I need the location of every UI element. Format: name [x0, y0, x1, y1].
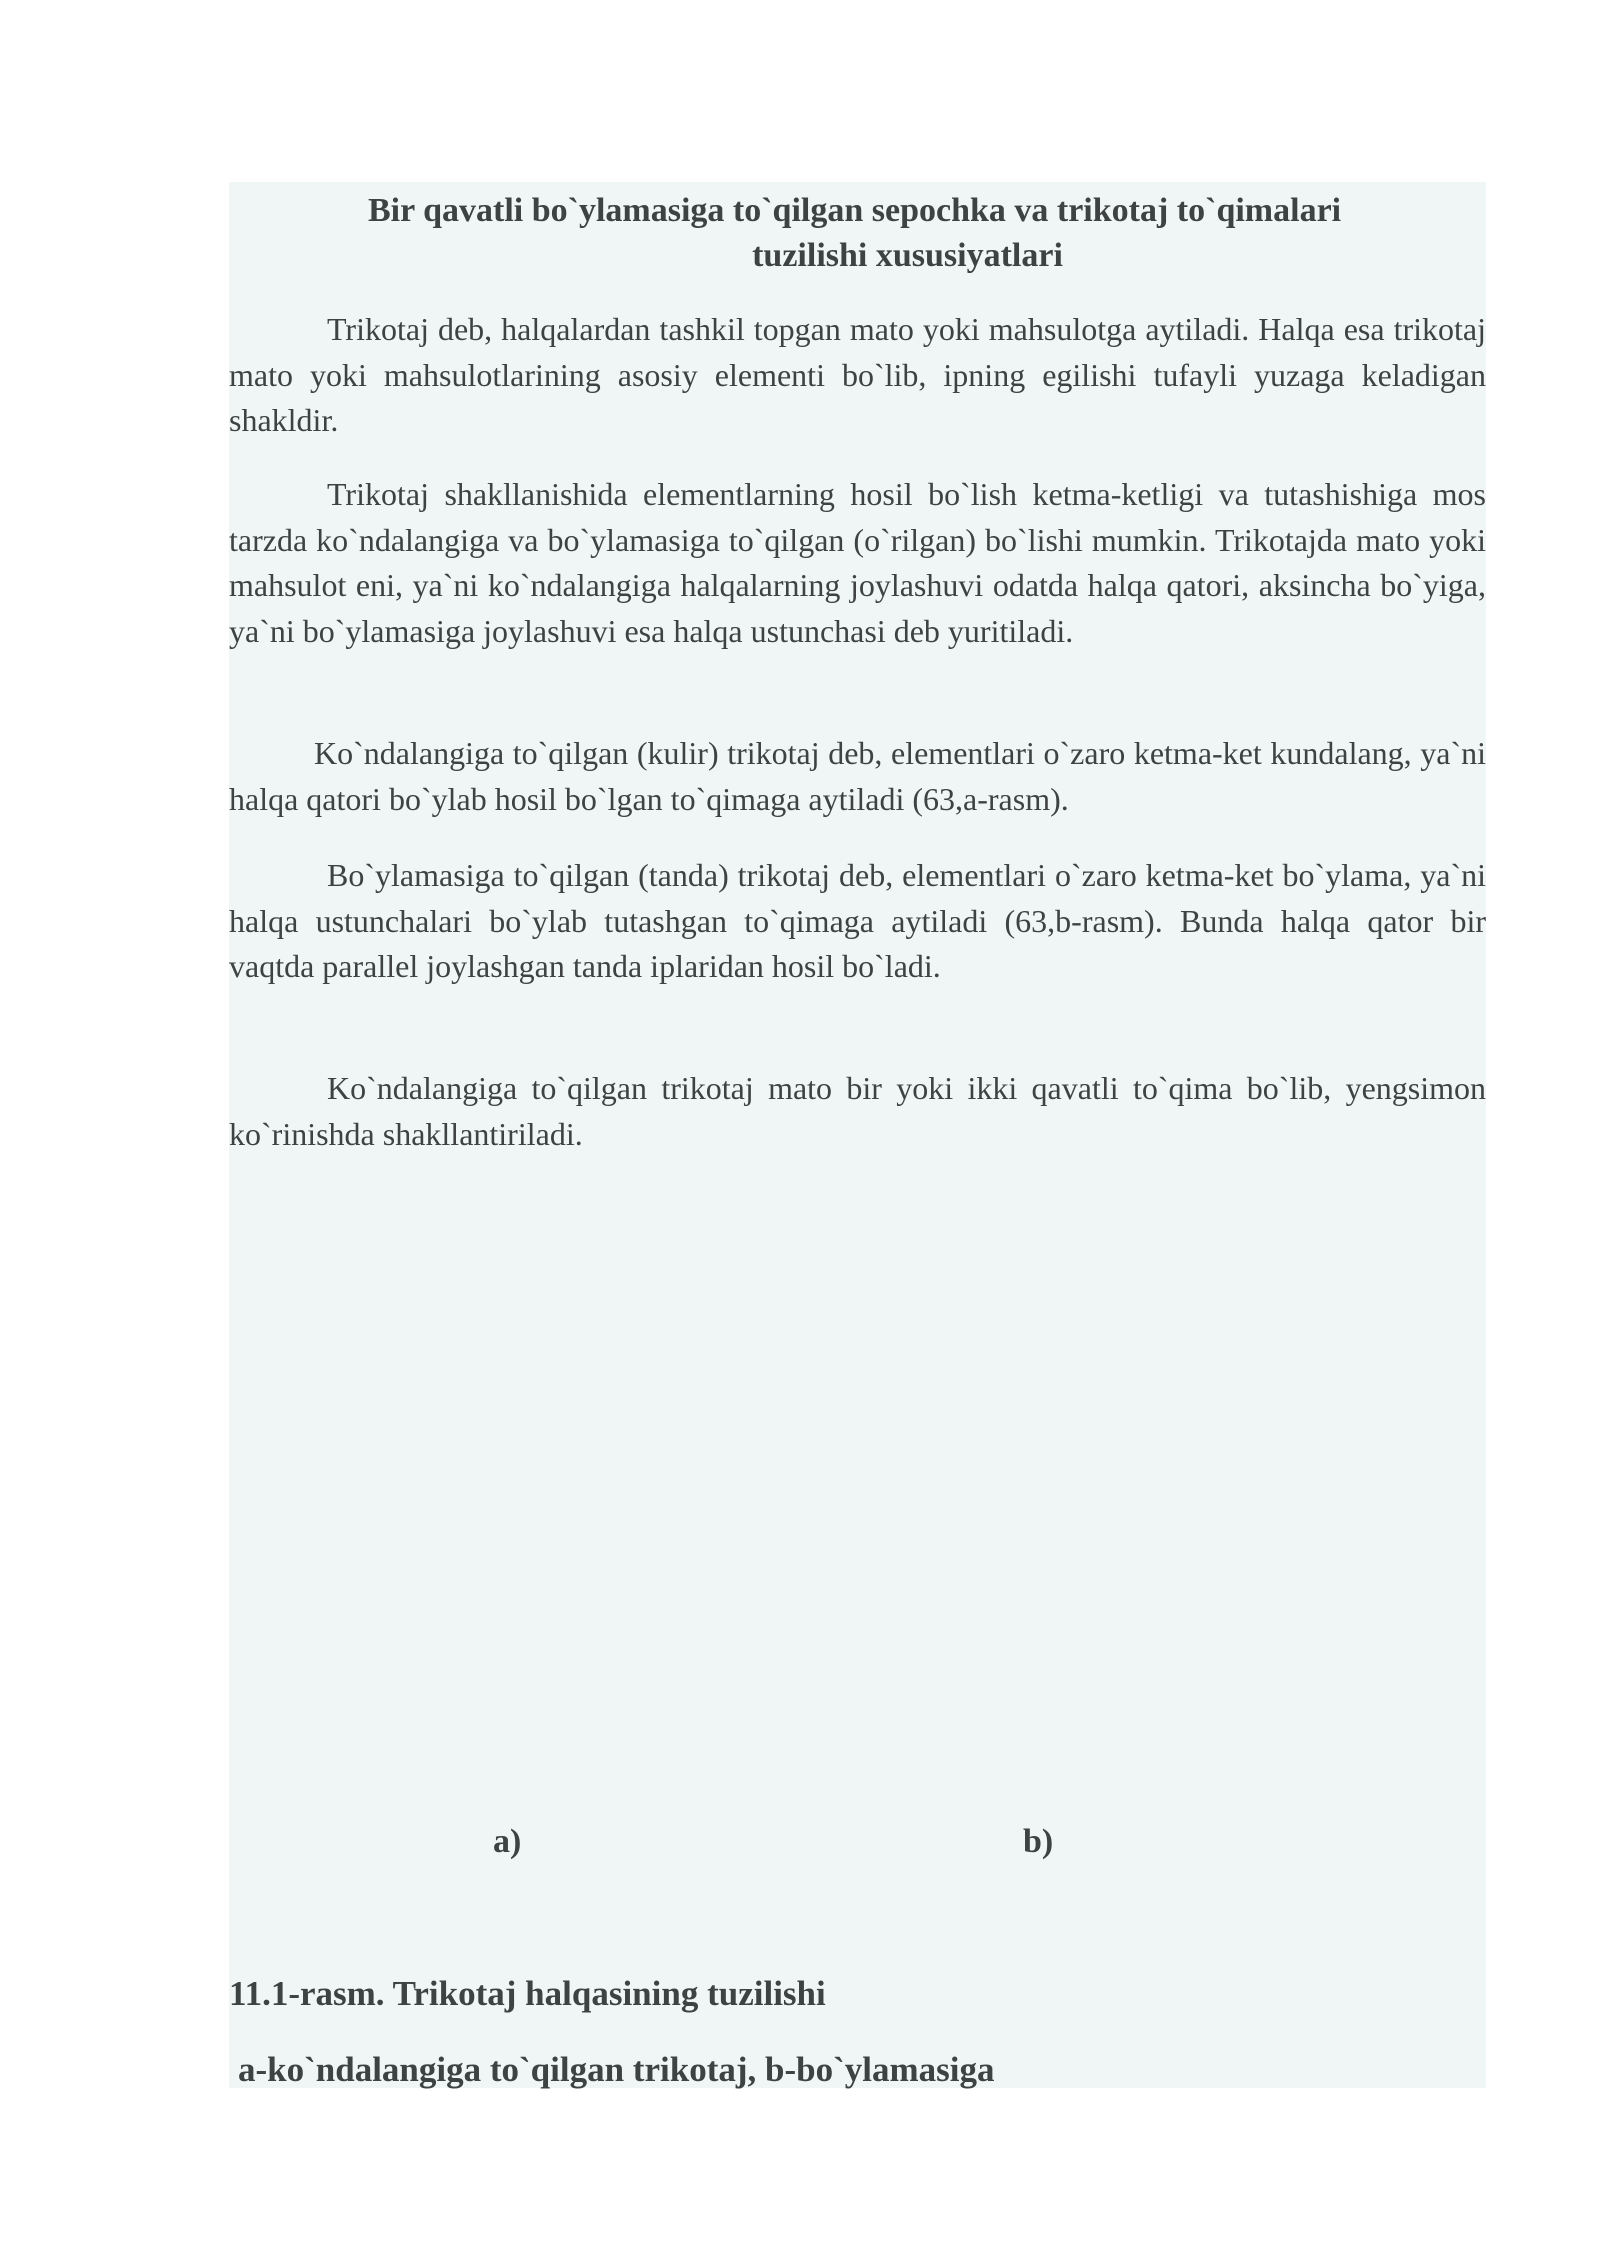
paragraph-trikotaj-definition: Trikotaj deb, halqalardan tashkil topgan mato yoki mahsulotga aytiladi. Halqa esa trikotaj mato yoki mahsulotlarining asosiy elementi bo`lib, ipning egilishi tufayli yuzaga keladigan shakldir. — [229, 311, 1486, 438]
figure-caption-title: 11.1-rasm. Trikotaj halqasining tuzilishi — [229, 1974, 826, 2013]
title-line-1: Bir qavatli bo`ylamasiga to`qilgan sepochka va trikotaj to`qimalari — [368, 192, 1342, 229]
document-title — [229, 188, 1486, 278]
figure-label-a: a) — [493, 1823, 522, 1860]
paragraph-trikotaj-formation: Trikotaj shakllanishida elementlarning hosil bo`lish ketma-ketligi va tutashishiga mos tarzda ko`ndalangiga va bo`ylamasiga to`qilgan (o`rilgan) bo`lishi mumkin. Trikotajda mato yoki mahsulot eni, ya`ni ko`ndalangiga halqalarning joylashuvi odatda halqa qatori, aksincha bo`yiga, ya`ni bo`ylamasiga joylashuvi esa halqa ustunchasi deb yuritiladi. — [229, 476, 1486, 649]
paragraph-warp-knit: Bo`ylamasiga to`qilgan (tanda) trikotaj deb, elementlari o`zaro ketma-ket bo`ylama, ya`ni halqa ustunchalari bo`ylab tutashgan to`qimaga aytiladi (63,b-rasm). Bunda halqa qator bir vaqtda parallel joylashgan tanda iplaridan hosil bo`ladi. — [229, 857, 1486, 984]
figure-label-b: b) — [1023, 1823, 1054, 1860]
figure-caption-description: a-ko`ndalangiga to`qilgan trikotaj, b-bo`ylamasiga — [238, 2050, 995, 2089]
paragraph-weft-knit-fabric: Ko`ndalangiga to`qilgan trikotaj mato bir yoki ikki qavatli to`qima bo`lib, yengsimon ko`rinishda shakllantiriladi. — [229, 1070, 1486, 1152]
title-line-2: tuzilishi xususiyatlari — [752, 237, 1063, 274]
paragraph-weft-knit: Ko`ndalangiga to`qilgan (kulir) trikotaj deb, elementlari o`zaro ketma-ket kundalang, ya`ni halqa qatori bo`ylab hosil bo`lgan to`qimaga aytiladi (63,a-rasm). — [229, 735, 1486, 817]
